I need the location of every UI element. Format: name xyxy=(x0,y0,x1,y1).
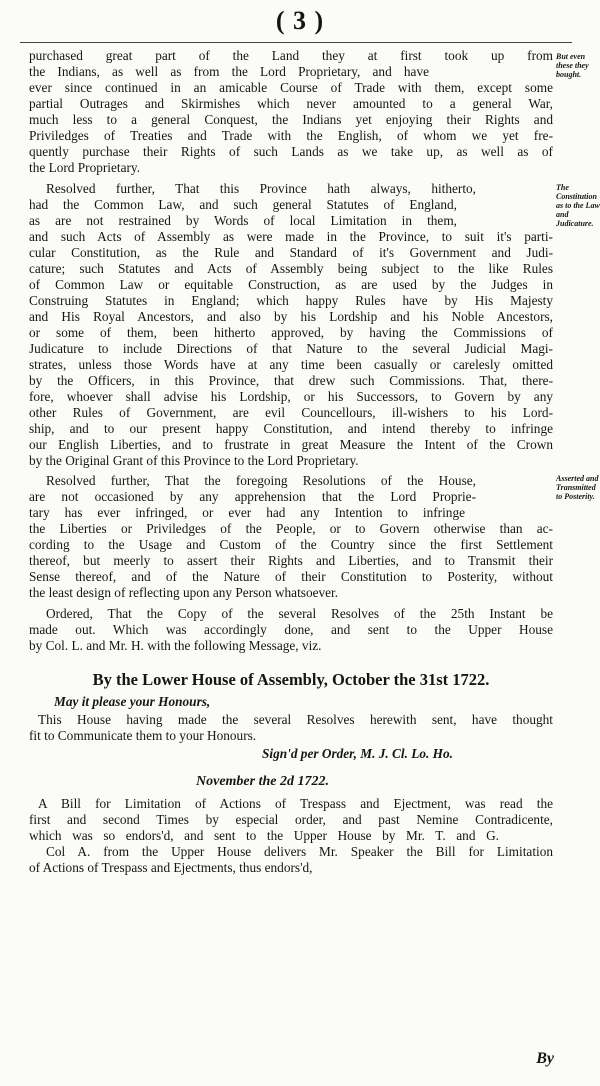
text-line: tary has ever infringed, or ever had any Intention to infringe xyxy=(29,505,465,520)
text-line: Resolved further, That the foregoing Resolutions of the House, xyxy=(46,473,476,488)
margin-note: Asserted and Transmitted to Posterity. xyxy=(556,474,599,501)
text-line: Priviledges of Treaties and Trade with the English, of whom we yet fre- xyxy=(29,128,553,143)
text-line: by Col. L. and Mr. H. with the following Message, viz. xyxy=(29,638,322,653)
text-line: by the Original Grant of this Province to the Lord Proprietary. xyxy=(29,453,359,468)
text-line: other Rules of Government, are evil Councellours, ill-wishers to his Lord- xyxy=(29,405,553,420)
text-line: the Liberties or Priviledges of the People, or to Govern otherwise than ac- xyxy=(29,521,553,536)
text-line: and such Acts of Assembly as were made in the Province, to suit it's parti- xyxy=(29,229,553,244)
text-line: Col A. from the Upper House delivers Mr. Speaker the Bill for Limitation xyxy=(46,844,553,859)
text-line: This House having made the several Resolves herewith sent, have thought xyxy=(38,712,553,727)
text-line: and His Royal Ancestors, and also by his Lordship and his Noble Ancestors, xyxy=(29,309,553,324)
message-heading: By the Lower House of Assembly, October the 31st 1722. xyxy=(92,670,490,689)
text-line: fit to Communicate them to your Honours. xyxy=(29,728,257,743)
text-line: by the Officers, in this Province, that drew such Commissions. That, there- xyxy=(29,373,553,388)
text-line: Sense thereof, and of the Nature of their Constitution to Posterity, without xyxy=(29,569,553,584)
text-line: which was so endors'd, and sent to the Upper House by Mr. T. and G. xyxy=(29,828,499,843)
catchword: By xyxy=(536,1050,554,1067)
text-line: our English Liberties, and to frustrate in great Measure the Intent of the Crown xyxy=(29,437,553,452)
text-line: of Common Law or equitable Construction, as are used by the Judges in xyxy=(29,277,553,292)
page-number: ( 3 ) xyxy=(275,6,325,35)
text-line: cature; such Statutes and Acts of Assembly being subject to the like Rules xyxy=(29,261,553,276)
text-line: thereof, but meerly to assert their Rights and Liberties, and to Transmit their xyxy=(29,553,553,568)
text-line: purchased great part of the Land they at first took up from xyxy=(29,48,553,63)
text-line: Construing Statutes in England; which happy Rules have by His Majesty xyxy=(29,293,553,308)
text-line: strates, unless those Words have at any time been casually or carelesly omitted xyxy=(29,357,553,372)
text-line: cording to the Usage and Custom of the Country since the first Settlement xyxy=(29,537,553,552)
text-line: A Bill for Limitation of Actions of Trespass and Ejectment, was read the xyxy=(38,796,553,811)
text-line: had the Common Law, and such general Statutes of England, xyxy=(29,197,457,212)
text-line: the Indians, as well as from the Lord Proprietary, and have xyxy=(29,64,429,79)
text-line: the Lord Proprietary. xyxy=(29,160,141,175)
salutation: May it please your Honours, xyxy=(54,694,211,709)
margin-note: The Constitution as to the Law and Judicature. xyxy=(556,183,600,228)
text-line: quently purchase their Rights of such Lands as we take up, as well as of xyxy=(29,144,553,159)
text-line: the least design of reflecting upon any Person whatsoever. xyxy=(29,585,339,600)
text-line: ship, and to our present happy Constitution, and intend thereby to infringe xyxy=(29,421,553,436)
text-line: Judicature to include Directions of that Nature to the several Judicial Magi- xyxy=(29,341,553,356)
text-line: are not occasioned by any apprehension that the Lord Proprie- xyxy=(29,489,476,504)
text-line: or some of them, been hitherto approved, by having the Commissions of xyxy=(29,325,553,340)
text-line: partial Outrages and Skirmishes which never amounted to a general War, xyxy=(29,96,553,111)
date-heading: November the 2d 1722. xyxy=(196,774,329,789)
text-line: much less to a general Conquest, the Indians yet enjoying their Rights and xyxy=(29,112,553,127)
margin-note: But even these they bought. xyxy=(556,52,589,79)
text-line: first and second Times by especial order, and past Nemine Contradicente, xyxy=(29,812,553,827)
text-line: made out. Which was accordingly done, and sent to the Upper House xyxy=(29,622,553,637)
text-line: fore, whoever shall advise his Lordship, or his Successors, to Govern by any xyxy=(29,389,553,404)
text-line: Ordered, That the Copy of the several Resolves of the 25th Instant be xyxy=(46,606,553,621)
signature: Sign'd per Order, M. J. Cl. Lo. Ho. xyxy=(262,746,453,761)
text-line: as are not restrained by Words of local Limitation in them, xyxy=(29,213,457,228)
header-rule xyxy=(20,42,572,43)
text-line: cular Constitution, as the Rule and Standard of it's Government and Judi- xyxy=(29,245,553,260)
text-line: Resolved further, That this Province hath always, hitherto, xyxy=(46,181,476,196)
text-line: ever since continued in an amicable Course of Trade with them, except some xyxy=(29,80,553,95)
text-line: of Actions of Trespass and Ejectments, thus endors'd, xyxy=(29,860,313,875)
